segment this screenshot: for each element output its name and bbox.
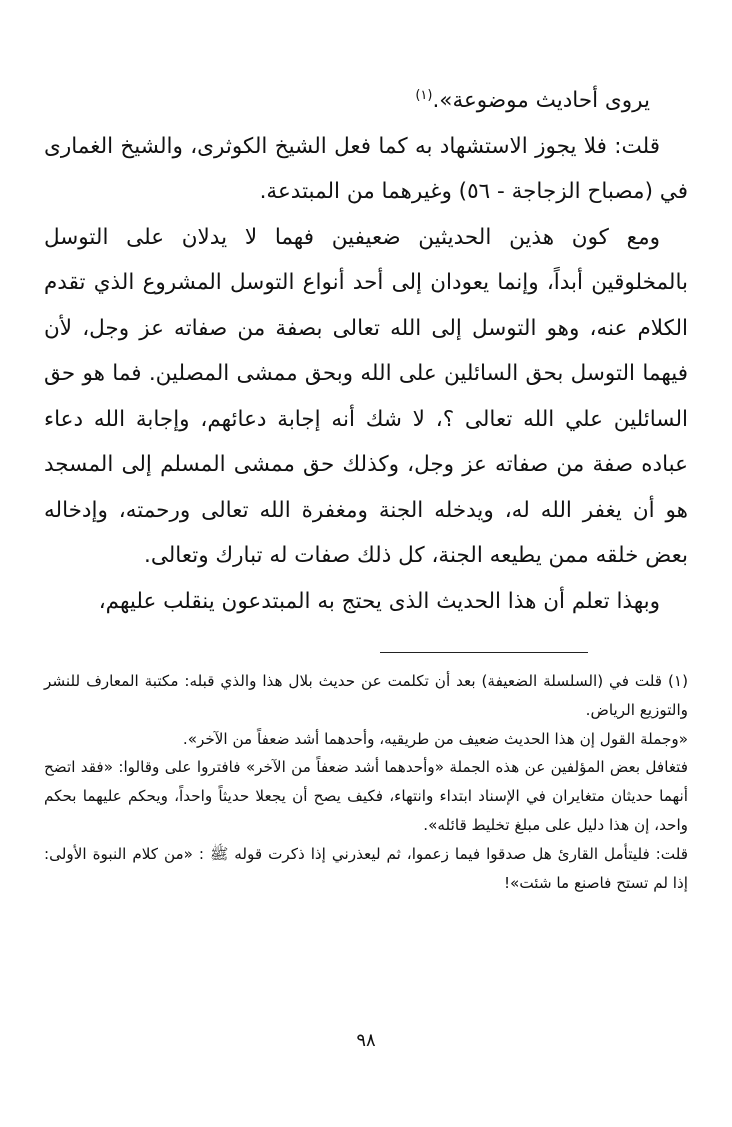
- footnote-3: فتغافل بعض المؤلفين عن هذه الجملة «وأحدهما أشد ضعفاً من الآخر» فافتروا على وقالوا: «فقد اتضح أنهما حديثان متغايران في الإسناد ابتداء وانتهاء، فكيف يصح أن يجعلا حديثاً واحداً، ويحكم عليهما بحكم واحد، إن هذا دليل على مبلغ تخليط قائله».: [44, 758, 688, 834]
- footnote-4: قلت: فليتأمل القارئ هل صدقوا فيما زعموا، ثم ليعذرني إذا ذكرت قوله ﷺ : «من كلام النبوة الأولى: إذا لم تستح فاصنع ما شئت»!: [44, 844, 688, 892]
- footnotes: [44, 667, 688, 897]
- page-number: ٩٨: [356, 1030, 376, 1051]
- paragraph-4: وبهذا تعلم أن هذا الحديث الذى يحتج به المبتدعون ينقلب عليهم،: [98, 588, 660, 614]
- paragraph-3: ومع كون هذين الحديثين ضعيفين فهما لا يدلان على التوسل بالمخلوقين أبداً، وإنما يعودان إلى أحد أنواع التوسل المشروع الذي تقدم الكلام عنه، وهو التوسل إلى الله تعالى بصفة من صفاته عز وجل، لأن فيهما التوسل بحق السائلين على الله وبحق ممشى المصلين. فما هو حق السائلين علي الله تعالى ؟، لا شك أنه إجابة دعائهم، وإجابة الله دعاء عباده صفة من صفاته عز وجل، وكذلك حق ممشى المسلم إلى المسجد هو أن يغفر الله له، ويدخله الجنة ومغفرة الله تعالى ورحمته، وإدخاله بعض خلقه ممن يطيعه الجنة، كل ذلك صفات له تبارك وتعالى.: [44, 224, 688, 568]
- footnote-2: «وجملة القول إن هذا الحديث ضعيف من طريقيه، وأحدهما أشد ضعفاً من الآخر».: [182, 729, 688, 748]
- paragraph-2: قلت: فلا يجوز الاستشهاد به كما فعل الشيخ الكوثرى، والشيخ الغمارى في (مصباح الزجاجة - ٥٦) وغيرهما من المبتدعة.: [44, 133, 688, 204]
- footnote-separator: [380, 652, 588, 653]
- main-text: [44, 78, 688, 624]
- paragraph-1-text: يروى أحاديث موضوعة».: [432, 88, 650, 113]
- footnote-reference: (١): [415, 87, 433, 103]
- paragraph-1: [44, 78, 688, 124]
- footnote-1: (١) قلت في (السلسلة الضعيفة) بعد أن تكلمت عن حديث بلال هذا والذي قبله: مكتبة المعارف للنشر والتوزيع الرياض.: [44, 672, 688, 719]
